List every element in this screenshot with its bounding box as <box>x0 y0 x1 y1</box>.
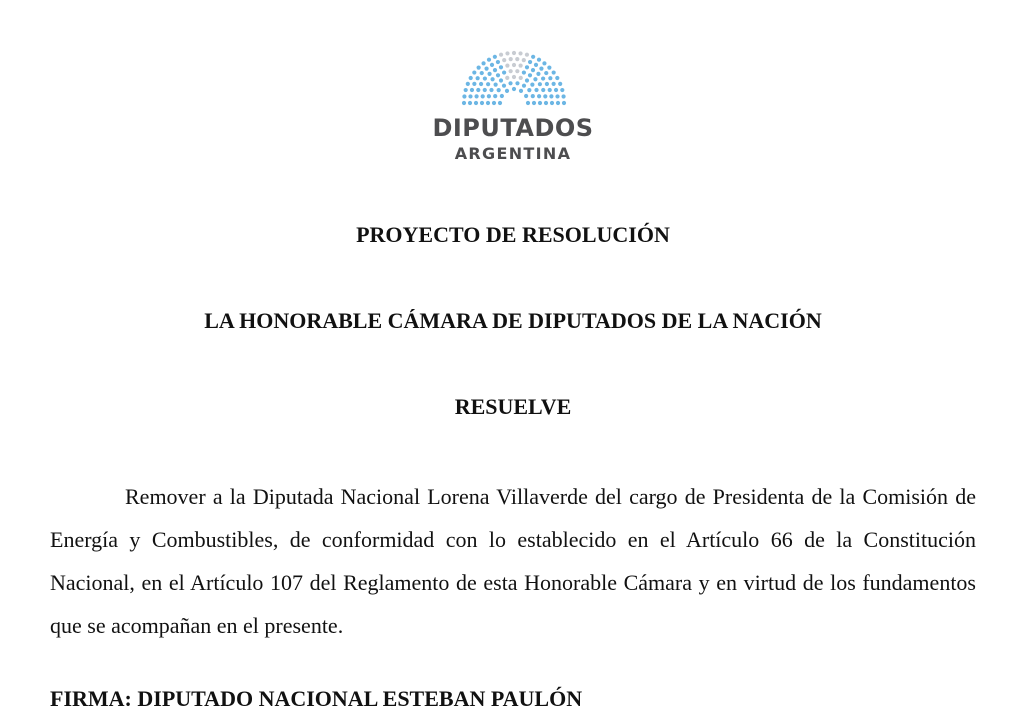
hemicycle-seat <box>498 101 502 105</box>
hemicycle-seat <box>550 101 554 105</box>
hemicycle-seat <box>464 88 468 92</box>
hemicycle-seat <box>544 71 548 75</box>
hemicycle-seat <box>476 88 480 92</box>
hemicycle-seat <box>532 101 536 105</box>
logo-country: ARGENTINA <box>454 144 572 163</box>
hemicycle-seat <box>526 101 530 105</box>
hemicycle-seat <box>519 63 523 67</box>
hemicycle-seat <box>490 77 494 81</box>
hemicycle-seat <box>527 88 531 92</box>
document-title: PROYECTO DE RESOLUCIÓN <box>356 222 670 247</box>
hemicycle-seat <box>497 88 501 92</box>
hemicycle-seat <box>512 63 516 67</box>
hemicycle-seat <box>493 68 497 72</box>
hemicycle-seat <box>525 53 529 57</box>
hemicycle-seat <box>502 70 506 74</box>
logo-wordmark: DIPUTADOS <box>432 114 594 142</box>
hemicycle-seat <box>522 70 526 74</box>
hemicycle-seat <box>555 76 559 80</box>
hemicycle-seat <box>531 55 535 59</box>
hemicycle-seat <box>541 88 545 92</box>
resolve-heading: RESUELVE <box>454 394 572 419</box>
hemicycle-seat <box>531 68 535 72</box>
hemicycle-seat <box>500 94 504 98</box>
hemicycle-seat <box>512 75 516 79</box>
hemicycle-seat <box>492 101 496 105</box>
hemicycle-seat <box>499 53 503 57</box>
hemicycle-seat <box>502 84 506 88</box>
hemicycle-seat <box>518 51 522 55</box>
hemicycle-seat <box>505 63 509 67</box>
hemicycle-seat <box>479 82 483 86</box>
hemicycle-seat <box>499 78 503 82</box>
hemicycle-seat <box>528 73 532 77</box>
hemicycle-seat <box>509 57 513 61</box>
hemicycle-seat <box>481 61 485 65</box>
hemicycle-seat <box>560 88 564 92</box>
chamber-heading: LA HONORABLE CÁMARA DE DIPUTADOS DE LA NACIÓN <box>204 308 822 333</box>
hemicycle-seat <box>489 88 493 92</box>
hemicycle-seat <box>468 101 472 105</box>
hemicycle-seat <box>472 82 476 86</box>
diputados-logo <box>0 0 1020 170</box>
hemicycle-seat <box>470 88 474 92</box>
hemicycle-seat <box>524 94 528 98</box>
hemicycle-seat <box>522 84 526 88</box>
hemicycle-seat <box>512 51 516 55</box>
hemicycle-seat <box>528 60 532 64</box>
hemicycle-seat <box>562 101 566 105</box>
hemicycle-seat <box>558 82 562 86</box>
hemicycle-seat <box>493 94 497 98</box>
hemicycle-seat <box>542 61 546 65</box>
hemicycle-seat <box>483 76 487 80</box>
hemicycle-seat <box>494 83 498 87</box>
hemicycle-seat <box>462 94 466 98</box>
hemicycle-seat <box>486 82 490 86</box>
hemicycle-seat <box>544 101 548 105</box>
hemicycle-seat <box>545 82 549 86</box>
hemicycle-seat <box>480 71 484 75</box>
hemicycle-icon <box>452 50 576 106</box>
hemicycle-seat <box>493 55 497 59</box>
hemicycle-seat <box>480 101 484 105</box>
hemicycle-seat <box>481 94 485 98</box>
hemicycle-seat <box>552 70 556 74</box>
hemicycle-seat <box>476 76 480 80</box>
hemicycle-seat <box>534 88 538 92</box>
hemicycle-seat <box>499 65 503 69</box>
hemicycle-seat <box>519 76 523 80</box>
hemicycle-seat <box>505 76 509 80</box>
hemicycle-seat <box>515 57 519 61</box>
hemicycle-seat <box>474 101 478 105</box>
hemicycle-seat <box>509 69 513 73</box>
hemicycle-seat <box>515 69 519 73</box>
hemicycle-seat <box>548 76 552 80</box>
hemicycle-seat <box>505 89 509 93</box>
hemicycle-seat <box>522 58 526 62</box>
hemicycle-seat <box>549 94 553 98</box>
hemicycle-seat <box>555 94 559 98</box>
hemicycle-seat <box>533 77 537 81</box>
hemicycle-seat <box>530 83 534 87</box>
hemicycle-seat <box>462 101 466 105</box>
hemicycle-seat <box>537 94 541 98</box>
hemicycle-seat <box>552 82 556 86</box>
hemicycle-seat <box>486 101 490 105</box>
signature-line: FIRMA: DIPUTADO NACIONAL ESTEBAN PAULÓN <box>50 686 583 711</box>
hemicycle-seat <box>483 88 487 92</box>
hemicycle-seat <box>474 94 478 98</box>
hemicycle-seat <box>537 58 541 62</box>
hemicycle-seat <box>515 81 519 85</box>
hemicycle-seat <box>548 88 552 92</box>
hemicycle-seat <box>477 66 481 70</box>
hemicycle-seat <box>531 94 535 98</box>
hemicycle-seat <box>525 78 529 82</box>
hemicycle-seat <box>508 81 512 85</box>
hemicycle-seat <box>468 94 472 98</box>
hemicycle-seat <box>484 67 488 71</box>
hemicycle-seat <box>502 58 506 62</box>
hemicycle-seat <box>466 82 470 86</box>
hemicycle-seat <box>534 63 538 67</box>
hemicycle-seat <box>496 73 500 77</box>
hemicycle-seat <box>469 76 473 80</box>
hemicycle-seat <box>547 66 551 70</box>
hemicycle-seat <box>490 63 494 67</box>
hemicycle-seat <box>512 87 516 91</box>
resolution-body: Remover a la Diputada Nacional Lorena Villaverde del cargo de Presidenta de la Comisión de Energía y Combustibles, de conformidad con lo establecido en el Artículo 66 de la Constitución Nacional, en el Artículo 107 del Reglamento de esta Honorable Cámara y en virtud de los fundamentos que se acompañan en el presente. <box>50 484 976 638</box>
hemicycle-seat <box>519 89 523 93</box>
hemicycle-seat <box>543 94 547 98</box>
hemicycle-seat <box>487 94 491 98</box>
hemicycle-seat <box>538 101 542 105</box>
hemicycle-seat <box>538 82 542 86</box>
hemicycle-seat <box>505 51 509 55</box>
hemicycle-seat <box>556 101 560 105</box>
hemicycle-seat <box>561 94 565 98</box>
hemicycle-seat <box>496 60 500 64</box>
hemicycle-seat <box>539 67 543 71</box>
hemicycle-seat <box>472 70 476 74</box>
hemicycle-seat <box>487 72 491 76</box>
hemicycle-seat <box>536 72 540 76</box>
hemicycle-seat <box>554 88 558 92</box>
hemicycle-seat <box>525 65 529 69</box>
hemicycle-seat <box>541 76 545 80</box>
hemicycle-seat <box>487 58 491 62</box>
